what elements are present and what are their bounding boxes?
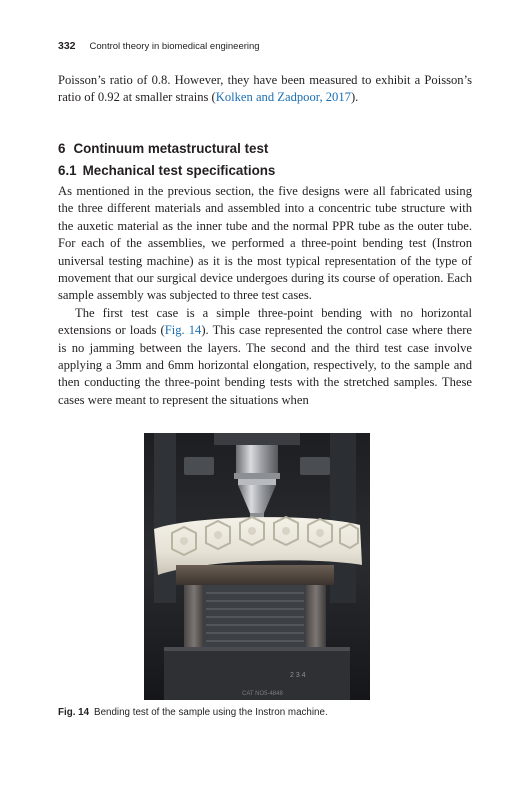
figure-caption-text: Bending test of the sample using the Instron machine. (94, 707, 328, 718)
crosshead (214, 433, 300, 445)
machine-column-left (154, 433, 176, 603)
paragraph-2-text: The first test case is a simple three-point bending with no horizontal extensions or loads ( (58, 305, 472, 338)
support-fixture-top (176, 565, 334, 585)
page-number: 332 (58, 40, 76, 52)
load-cell-ring-2 (238, 479, 276, 485)
figure-photo (144, 433, 370, 700)
machine-base-edge (164, 647, 350, 651)
section-number: 6 (58, 141, 66, 156)
subsection-number: 6.1 (58, 163, 77, 178)
running-title: Control theory in biomedical engineering (89, 41, 260, 52)
subsection-title: Mechanical test specifications (82, 163, 276, 178)
base-catalog-text: CAT NO5-4848 (242, 691, 283, 697)
bracket-left (184, 457, 214, 475)
section-heading (58, 141, 268, 156)
body-text (58, 183, 472, 409)
intro-text: Poisson’s ratio of 0.8. However, they have been measured to exhibit a Poisson’s ratio of 0.92 at smaller strains ( (58, 73, 472, 105)
figure-caption (58, 707, 328, 718)
body-paragraph-2 (58, 305, 472, 409)
body-paragraph-1: As mentioned in the previous section, the five designs were all fabricated using the three different materials and assembled into a concentric tube structure with the auxetic material as the inner tube and the normal PPR tube as the outer tube. For each of the assemblies, we performed a three-point bending test (Instron universal testing machine) as it is the most typical representation of the type of movement that our surgical device undergoes during its course of operation. Each sample assembly was subjected to three test cases. (58, 184, 472, 303)
base-markings: 2 3 4 (290, 672, 306, 679)
instron-bending-test-photo (144, 433, 370, 700)
load-cell-ring (234, 473, 280, 479)
running-head (58, 40, 260, 52)
intro-text-end: ). (350, 90, 359, 105)
fixture-window (204, 585, 306, 647)
bracket-right (300, 457, 330, 475)
load-cell-body (236, 445, 278, 473)
figure-label: Fig. 14 (58, 707, 90, 718)
subsection-heading (58, 163, 275, 178)
section-title: Continuum metastructural test (73, 141, 269, 156)
figure-link[interactable]: Fig. 14 (164, 323, 202, 338)
citation-link[interactable]: Kolken and Zadpoor, 2017 (215, 90, 351, 105)
paragraph-2-text-end: ). This case represented the control case where there is no jamming between the layers. The second and the third test case involve applying a 3mm and 6mm horizontal elongation, respectively, to the sample and then conducting the three-point bending tests with the stretched samples. These cases were meant to represent the situations when (58, 323, 472, 407)
intro-paragraph (58, 72, 472, 107)
